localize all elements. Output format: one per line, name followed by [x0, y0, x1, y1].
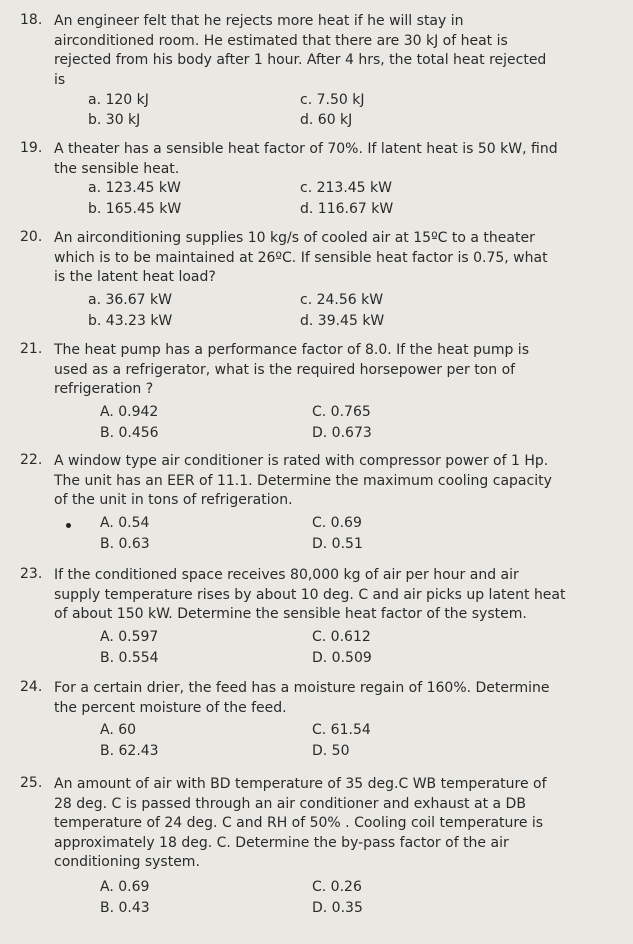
option-a: a. 120 kJ	[88, 92, 149, 108]
bullet-mark	[66, 523, 71, 528]
option-b: B. 0.43	[100, 900, 150, 916]
option-c: c. 7.50 kJ	[300, 92, 365, 108]
option-d: d. 39.45 kW	[300, 313, 385, 329]
question-text	[54, 341, 574, 400]
option-b: B. 0.554	[100, 650, 159, 666]
question-line: refrigeration ?	[54, 381, 154, 397]
question-line: conditioning system.	[54, 854, 200, 870]
option-c: c. 24.56 kW	[300, 292, 384, 308]
question-line: An amount of air with BD temperature of 35 deg.C WB temperature of	[54, 776, 547, 792]
question-text	[54, 229, 574, 288]
question-line: of the unit in tons of refrigeration.	[54, 492, 293, 508]
option-a: a. 123.45 kW	[88, 180, 181, 196]
option-d: d. 60 kJ	[300, 112, 353, 128]
question-line: is the latent heat load?	[54, 269, 216, 285]
option-d: D. 0.35	[312, 900, 363, 916]
question-line: For a certain drier, the feed has a moisture regain of 160%. Determine	[54, 680, 550, 696]
question-line: used as a refrigerator, what is the required horsepower per ton of	[54, 361, 516, 378]
question-number: 20.	[20, 229, 43, 245]
question-line: approximately 18 deg. C. Determine the by-pass factor of the air	[54, 834, 509, 851]
question-text	[54, 12, 574, 90]
option-c: C. 0.765	[312, 404, 371, 420]
option-b: b. 30 kJ	[88, 112, 141, 128]
question-text	[54, 566, 574, 625]
question-number: 19.	[20, 140, 43, 156]
option-c: C. 0.26	[312, 879, 362, 895]
option-a: A. 60	[100, 722, 137, 738]
option-d: D. 0.509	[312, 650, 372, 666]
option-d: d. 116.67 kW	[300, 201, 394, 217]
question-number: 25.	[20, 775, 43, 791]
option-c: C. 0.69	[312, 515, 362, 531]
option-c: C. 0.612	[312, 629, 371, 645]
option-b: B. 62.43	[100, 743, 159, 759]
question-line: is	[54, 71, 66, 88]
question-text	[54, 679, 574, 718]
question-number: 21.	[20, 341, 43, 357]
question-line: An engineer felt that he rejects more heat if he will stay in	[54, 13, 464, 29]
option-a: A. 0.69	[100, 879, 150, 895]
option-b: B. 0.456	[100, 425, 159, 441]
option-a: a. 36.67 kW	[88, 292, 172, 308]
option-b: B. 0.63	[100, 536, 150, 552]
option-a: A. 0.54	[100, 515, 150, 531]
option-d: D. 50	[312, 743, 350, 759]
question-line: of about 150 kW. Determine the sensible heat factor of the system.	[54, 606, 527, 622]
option-d: D. 0.673	[312, 425, 372, 441]
question-number: 22.	[20, 452, 43, 468]
option-c: C. 61.54	[312, 722, 371, 738]
question-line: An airconditioning supplies 10 kg/s of cooled air at 15ºC to a theater	[54, 230, 535, 246]
question-number: 23.	[20, 566, 43, 582]
question-text	[54, 452, 574, 511]
question-line: The heat pump has a performance factor of 8.0. If the heat pump is	[54, 342, 529, 358]
question-line: rejected from his body after 1 hour. After 4 hrs, the total heat rejected	[54, 52, 547, 68]
option-a: A. 0.942	[100, 404, 159, 420]
option-b: b. 165.45 kW	[88, 201, 182, 217]
question-text	[54, 140, 574, 179]
question-number: 18.	[20, 12, 43, 28]
question-line: temperature of 24 deg. C and RH of 50% . Cooling coil temperature is	[54, 815, 544, 831]
question-line: 28 deg. C is passed through an air conditioner and exhaust at a DB	[54, 795, 526, 812]
question-line: the percent moisture of the feed.	[54, 699, 287, 716]
question-line: A window type air conditioner is rated with compressor power of 1 Hp.	[54, 453, 549, 469]
question-line: supply temperature rises by about 10 deg. C and air picks up latent heat	[54, 586, 566, 603]
question-line: The unit has an EER of 11.1. Determine the maximum cooling capacity	[54, 472, 552, 489]
question-number: 24.	[20, 679, 43, 695]
question-line: which is to be maintained at 26ºC. If sensible heat factor is 0.75, what	[54, 249, 548, 266]
option-d: D. 0.51	[312, 536, 363, 552]
question-line: airconditioned room. He estimated that there are 30 kJ of heat is	[54, 32, 508, 49]
option-c: c. 213.45 kW	[300, 180, 392, 196]
option-a: A. 0.597	[100, 629, 159, 645]
question-line: A theater has a sensible heat factor of 70%. If latent heat is 50 kW, find	[54, 141, 558, 157]
question-line: the sensible heat.	[54, 160, 180, 177]
option-b: b. 43.23 kW	[88, 313, 173, 329]
question-line: If the conditioned space receives 80,000 kg of air per hour and air	[54, 567, 519, 583]
question-text	[54, 775, 574, 873]
